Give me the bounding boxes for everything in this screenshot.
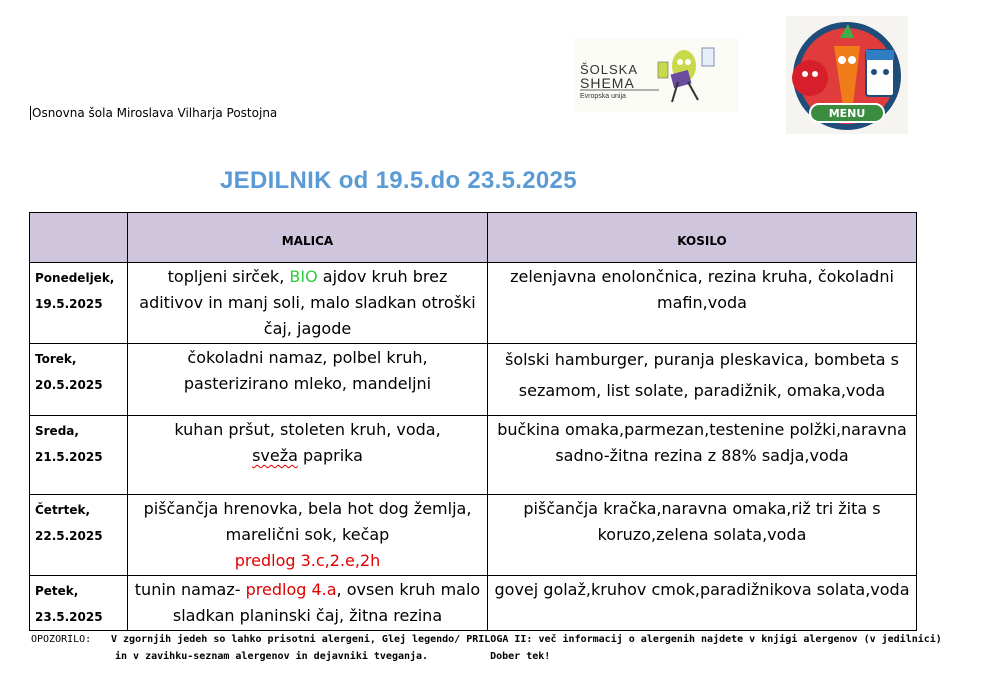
day-cell: Sreda, 21.5.2025	[30, 416, 128, 495]
school-name: Osnovna šola Miroslava Vilharja Postojna	[32, 106, 278, 120]
kosilo-cell: piščančja kračka,naravna omaka,riž tri žita s koruzo,zelena solata,voda	[488, 495, 917, 576]
solska-shema-logo	[574, 38, 739, 112]
malica-cell: piščančja hrenovka, bela hot dog žemlja, marelični sok, kečap predlog 3.c,2.e,2h	[128, 495, 488, 576]
kosilo-cell: šolski hamburger, puranja pleskavica, bombeta s sezamom, list solate, paradižnik, omaka,voda	[488, 344, 917, 416]
malica-cell: kuhan pršut, stoleten kruh, voda, sveža paprika	[128, 416, 488, 495]
table-row	[30, 344, 917, 416]
svg-text:Evropska unija: Evropska unija	[580, 93, 626, 100]
svg-text:SHEMA: SHEMA	[580, 75, 635, 91]
day-cell: Torek, 20.5.2025	[30, 344, 128, 416]
page-title: JEDILNIK od 19.5.do 23.5.2025	[220, 167, 577, 194]
kosilo-cell: govej golaž,kruhov cmok,paradižnikova solata,voda	[488, 576, 917, 631]
note-label: OPOZORILO:	[31, 634, 92, 645]
day-cell: Ponedeljek, 19.5.2025	[30, 263, 128, 344]
note-closing: Dober tek!	[490, 651, 551, 662]
malica-cell: tunin namaz- predlog 4.a, ovsen kruh malo sladkan planinski čaj, žitna rezina	[128, 576, 488, 631]
menu-logo	[786, 16, 908, 134]
menu-table	[29, 212, 917, 631]
header-kosilo: KOSILO	[488, 213, 917, 263]
malica-cell: čokoladni namaz, polbel kruh, pasterizirano mleko, mandeljni	[128, 344, 488, 416]
table-row	[30, 576, 917, 631]
kosilo-cell: bučkina omaka,parmezan,testenine polžki,naravna sadno-žitna rezina z 88% sadja,voda	[488, 416, 917, 495]
table-header-row	[30, 213, 917, 263]
kosilo-cell: zelenjavna enolončnica, rezina kruha, čokoladni mafin,voda	[488, 263, 917, 344]
allergen-note	[31, 631, 942, 665]
svg-text:MENU: MENU	[828, 107, 866, 120]
table-row	[30, 263, 917, 344]
table-row	[30, 495, 917, 576]
malica-cell: topljeni sirček, BIO ajdov kruh brez aditivov in manj soli, malo sladkan otroški čaj, jagode	[128, 263, 488, 344]
table-row	[30, 416, 917, 495]
day-cell: Četrtek, 22.5.2025	[30, 495, 128, 576]
svg-text:ŠOLSKA: ŠOLSKA	[580, 62, 639, 77]
day-cell: Petek, 23.5.2025	[30, 576, 128, 631]
header-malica: MALICA	[128, 213, 488, 263]
note-line2: in v zavihku-seznam alergenov in dejavniki tveganja.	[115, 651, 429, 662]
header-empty	[30, 213, 128, 263]
note-line1: V zgornjih jedeh so lahko prisotni alergeni, Glej legendo/ PRILOGA II: več informacij o alergenih najdete v knjigi alergenov (v jedilnici)	[111, 634, 942, 645]
